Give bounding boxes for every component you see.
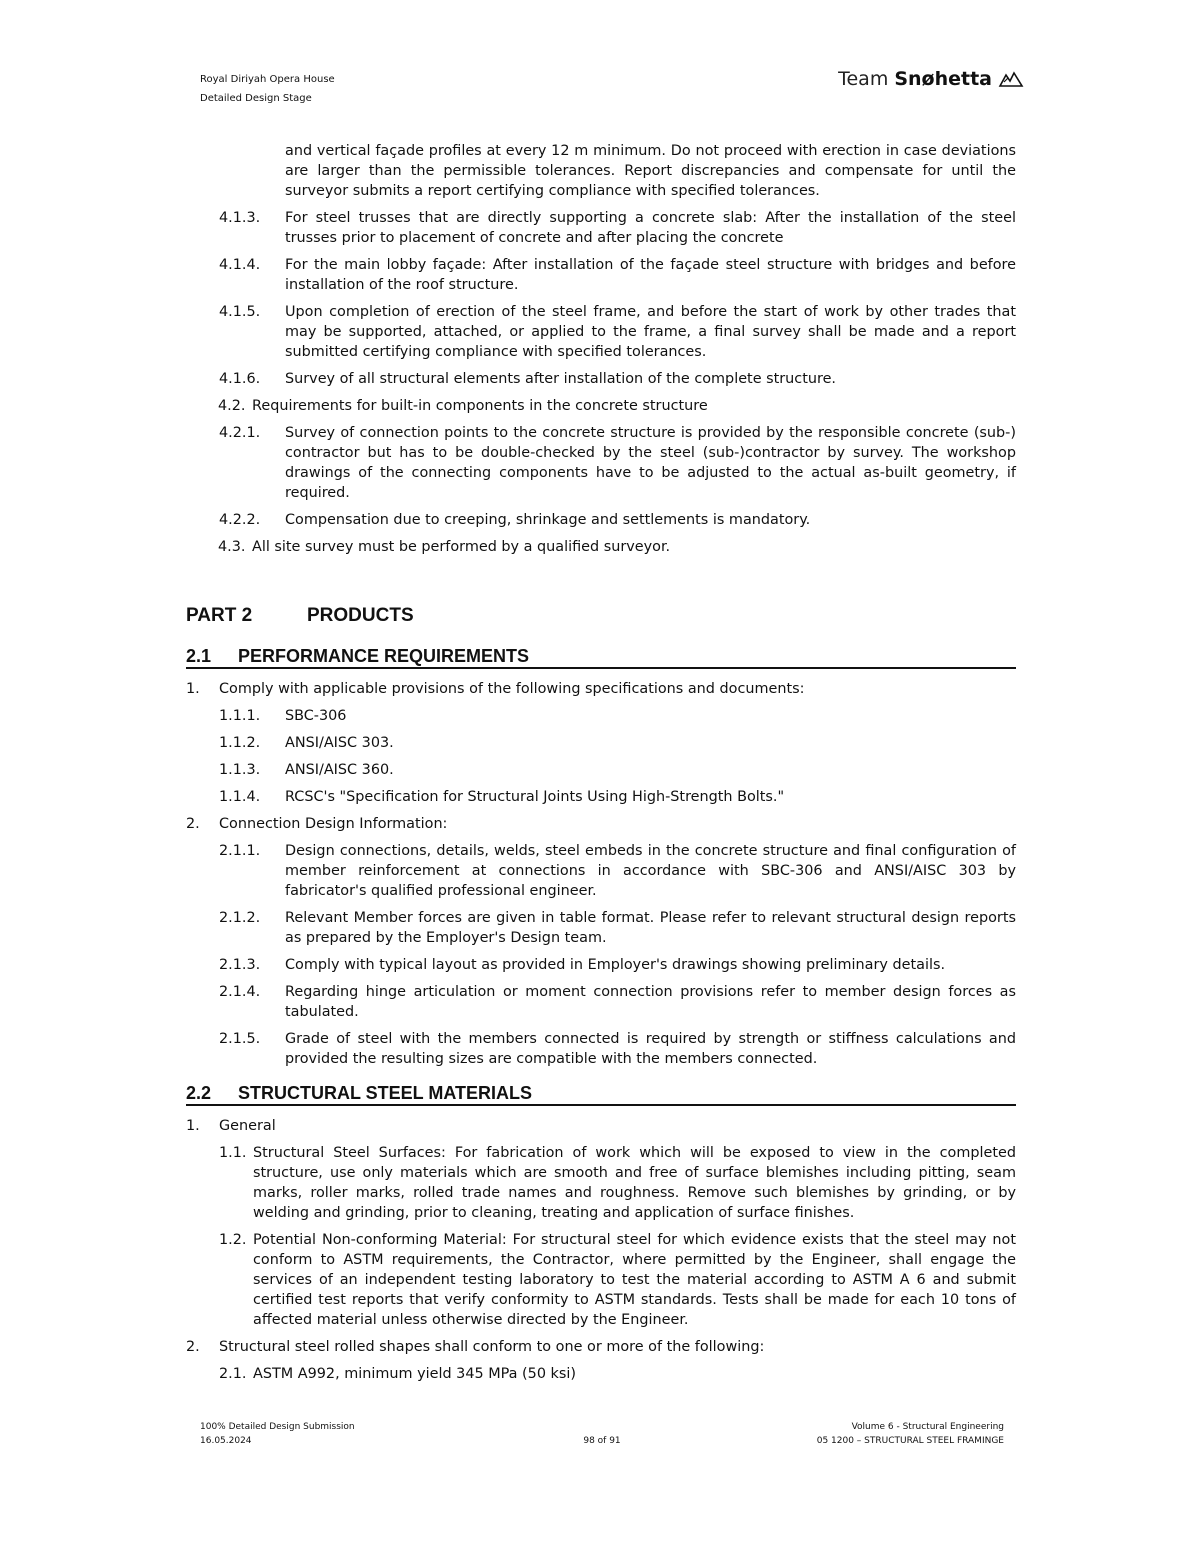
design-stage: Detailed Design Stage [200,93,312,104]
item-number: 1.1.2. [219,735,261,751]
list-item [186,679,1016,699]
item-number: 2. [186,816,200,832]
part-number: PART 2 [186,605,253,626]
item-text: Structural steel rolled shapes shall conform to one or more of the following: [219,1339,765,1355]
list-item [186,255,1016,295]
item-text: Grade of steel with the members connected is required by strength or stiffness calculations and provided the resulting sizes are compatible with the members connected. [285,1031,1016,1067]
list-item [186,423,1016,503]
item-text: Connection Design Information: [219,816,448,832]
item-number: 2.1.1. [219,843,261,859]
item-text: Comply with typical layout as provided in Employer's drawings showing preliminary details. [285,957,946,973]
list-item [186,908,1016,948]
item-text: Design connections, details, welds, steel embeds in the concrete structure and final configuration of member reinforcement at connections in accordance with SBC-306 and ANSI/AISC 303 by fabricator's qualified professional engineer. [285,843,1016,899]
section-number: 2.1 [186,646,212,666]
item-number: 4.1.4. [219,257,261,273]
item-number: 2. [186,1339,200,1355]
item-text: All site survey must be performed by a qualified surveyor. [252,539,671,555]
list-item [186,510,1016,530]
list-item [186,302,1016,362]
list-item [186,787,1016,807]
item-number: 1.1.1. [219,708,261,724]
brand-word: Snøhetta [894,68,992,90]
item-number: 1.1.4. [219,789,261,805]
list-item [186,733,1016,753]
item-number: 4.2.2. [219,512,261,528]
item-text: Potential Non-conforming Material: For structural steel for which evidence exists that the steel may not conform to ASTM requirements, the Contractor, where permitted by the Engineer, shall engage the services of an independent testing laboratory to test the material according to ASTM A 6 and submit certified test reports that verify conformity to ASTM standards. Tests shall be made for each 10 tons of affected material unless otherwise directed by the Engineer. [253,1232,1016,1328]
part-heading [186,606,1016,626]
item-text: For the main lobby façade: After installation of the façade steel structure with bridges and before installation of the roof structure. [285,257,1016,293]
list-item [186,982,1016,1022]
list-item [186,841,1016,901]
item-number: 2.1.3. [219,957,261,973]
list-item [186,396,1016,416]
document-header-left [200,70,335,108]
item-text: Comply with applicable provisions of the following specifications and documents: [219,681,805,697]
item-number: 4.3. [218,539,246,555]
list-item [186,955,1016,975]
list-item [186,369,1016,389]
item-number: 1. [186,681,200,697]
continued-paragraph: and vertical façade profiles at every 12 m minimum. Do not proceed with erection in case deviations are larger than the permissible tolerances. Report discrepancies and compensate for until the surveyor submits a report certifying compliance with specified tolerances. [285,143,1016,199]
item-text: ANSI/AISC 360. [285,762,394,778]
section-number: 2.2 [186,1083,212,1103]
item-number: 4.2.1. [219,425,261,441]
item-text: Requirements for built-in components in the concrete structure [252,398,708,414]
item-number: 1.1.3. [219,762,261,778]
section-label: 05 1200 – STRUCTURAL STEEL FRAMINGE [816,1436,1004,1446]
list-item [186,1337,1016,1357]
section-heading [186,646,1016,669]
item-number: 4.1.6. [219,371,261,387]
item-text: SBC-306 [285,708,347,724]
item-text: General [219,1118,276,1134]
item-text: Structural Steel Surfaces: For fabrication of work which will be exposed to view in the completed structure, use only materials which are smooth and free of surface blemishes including pitting, seam marks, roller marks, rolled trade names and roughness. Remove such blemishes by grinding, or by welding and grinding, prior to cleaning, treating and application of surface finishes. [253,1145,1016,1221]
page-number: 98 of 91 [583,1436,621,1446]
item-number: 4.1.3. [219,210,261,226]
item-number: 1. [186,1118,200,1134]
item-number: 2.1.4. [219,984,261,1000]
section-heading [186,1083,1016,1106]
item-text: Relevant Member forces are given in table format. Please refer to relevant structural design reports as prepared by the Employer's Design team. [285,910,1016,946]
item-number: 2.1.2. [219,910,261,926]
volume-label: Volume 6 - Structural Engineering [851,1422,1004,1432]
mountain-logo-icon [998,69,1024,89]
item-text: ANSI/AISC 303. [285,735,394,751]
project-name: Royal Diriyah Opera House [200,74,335,85]
item-text: Compensation due to creeping, shrinkage and settlements is mandatory. [285,512,811,528]
section-title: STRUCTURAL STEEL MATERIALS [238,1083,533,1103]
team-word: Team [838,68,889,90]
item-number: 1.1. [219,1145,247,1161]
section-title: PERFORMANCE REQUIREMENTS [238,646,530,666]
item-text: Regarding hinge articulation or moment connection provisions refer to member design forces as tabulated. [285,984,1016,1020]
item-text: RCSC's "Specification for Structural Joints Using High-Strength Bolts." [285,789,785,805]
item-number: 1.2. [219,1232,247,1248]
item-text: ASTM A992, minimum yield 345 MPa (50 ksi) [253,1366,576,1382]
submission-label: 100% Detailed Design Submission [200,1422,355,1432]
list-item [186,706,1016,726]
item-number: 2.1.5. [219,1031,261,1047]
item-number: 2.1. [219,1366,247,1382]
list-item [186,1364,1016,1384]
list-item [186,208,1016,248]
list-item [186,814,1016,834]
list-item [186,1230,1016,1330]
item-text: For steel trusses that are directly supporting a concrete slab: After the installation of the steel trusses prior to placement of concrete and after placing the concrete [285,210,1016,246]
team-logo [838,68,1024,90]
item-text: Survey of all structural elements after installation of the complete structure. [285,371,836,387]
list-item [186,537,1016,557]
list-item [186,1116,1016,1136]
list-item [186,1143,1016,1223]
item-number: 4.1.5. [219,304,261,320]
footer-right [817,1420,1004,1448]
list-item [186,760,1016,780]
item-text: Survey of connection points to the concrete structure is provided by the responsible concrete (sub-) contractor but has to be double-checked by the steel (sub-)contractor by survey. The workshop drawings of the connecting components have to be adjusted to the actual as-built geometry, if required. [285,425,1016,501]
list-item [186,1029,1016,1069]
submission-date: 16.05.2024 [200,1436,252,1446]
document-body [186,141,1016,1391]
part-title: PRODUCTS [307,605,414,626]
item-number: 4.2. [218,398,246,414]
item-text: Upon completion of erection of the steel frame, and before the start of work by other trades that may be supported, attached, or applied to the frame, a final survey shall be made and a report submitted certifying compliance with specified tolerances. [285,304,1016,360]
